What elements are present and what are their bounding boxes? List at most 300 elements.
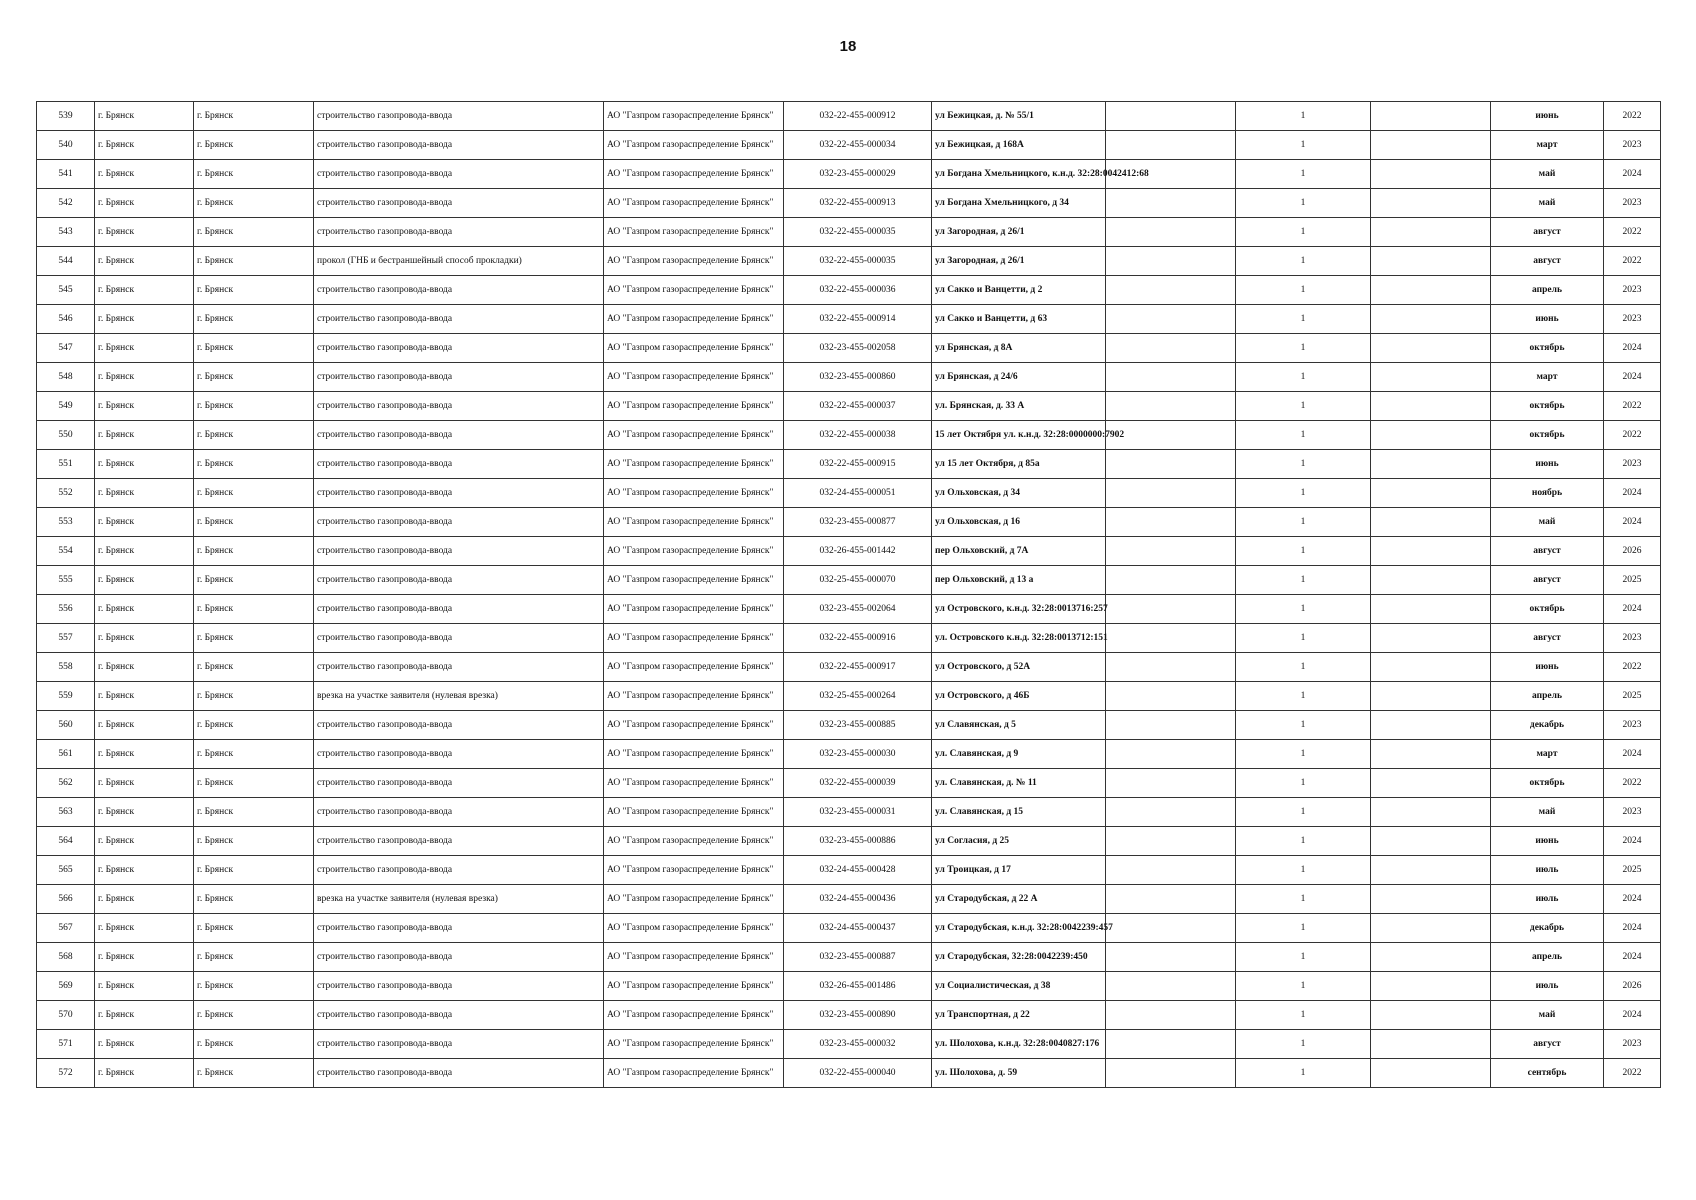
locality-cell: г. Брянск xyxy=(194,508,314,537)
register-body xyxy=(37,102,1661,1088)
empty-cell xyxy=(1371,1001,1491,1030)
month-cell: август xyxy=(1491,218,1604,247)
year-cell: 2024 xyxy=(1604,1001,1661,1030)
organization-cell: АО "Газпром газораспределение Брянск" xyxy=(604,769,784,798)
locality-cell: г. Брянск xyxy=(194,798,314,827)
address-cell: ул Ольховская, д 16 xyxy=(932,508,1106,537)
organization-cell: АО "Газпром газораспределение Брянск" xyxy=(604,914,784,943)
table-row xyxy=(37,189,1661,218)
empty-cell xyxy=(1106,218,1236,247)
empty-cell xyxy=(1106,1001,1236,1030)
work-type-cell: строительство газопровода-ввода xyxy=(314,769,604,798)
table-row xyxy=(37,479,1661,508)
row-number-cell: 550 xyxy=(37,421,95,450)
empty-cell xyxy=(1371,508,1491,537)
city-cell: г. Брянск xyxy=(95,392,194,421)
organization-cell: АО "Газпром газораспределение Брянск" xyxy=(604,160,784,189)
month-cell: октябрь xyxy=(1491,334,1604,363)
city-cell: г. Брянск xyxy=(95,1059,194,1088)
registration-code-cell: 032-22-455-000039 xyxy=(784,769,932,798)
locality-cell: г. Брянск xyxy=(194,305,314,334)
empty-cell xyxy=(1106,392,1236,421)
locality-cell: г. Брянск xyxy=(194,276,314,305)
address-cell: ул Бежицкая, д. № 55/1 xyxy=(932,102,1106,131)
table-row xyxy=(37,914,1661,943)
work-type-cell: строительство газопровода-ввода xyxy=(314,276,604,305)
month-cell: июнь xyxy=(1491,827,1604,856)
city-cell: г. Брянск xyxy=(95,566,194,595)
row-number-cell: 539 xyxy=(37,102,95,131)
month-cell: март xyxy=(1491,740,1604,769)
month-cell: август xyxy=(1491,1030,1604,1059)
table-row xyxy=(37,653,1661,682)
month-cell: апрель xyxy=(1491,943,1604,972)
work-type-cell: строительство газопровода-ввода xyxy=(314,1030,604,1059)
city-cell: г. Брянск xyxy=(95,160,194,189)
quantity-cell: 1 xyxy=(1236,653,1371,682)
city-cell: г. Брянск xyxy=(95,247,194,276)
city-cell: г. Брянск xyxy=(95,479,194,508)
month-cell: май xyxy=(1491,1001,1604,1030)
registration-code-cell: 032-24-455-000051 xyxy=(784,479,932,508)
year-cell: 2023 xyxy=(1604,1030,1661,1059)
year-cell: 2022 xyxy=(1604,102,1661,131)
city-cell: г. Брянск xyxy=(95,450,194,479)
year-cell: 2022 xyxy=(1604,421,1661,450)
address-cell: пер Ольховский, д 13 а xyxy=(932,566,1106,595)
empty-cell xyxy=(1371,1059,1491,1088)
quantity-cell: 1 xyxy=(1236,595,1371,624)
city-cell: г. Брянск xyxy=(95,624,194,653)
quantity-cell: 1 xyxy=(1236,276,1371,305)
quantity-cell: 1 xyxy=(1236,189,1371,218)
row-number-cell: 571 xyxy=(37,1030,95,1059)
address-cell: ул. Славянская, д 15 xyxy=(932,798,1106,827)
row-number-cell: 545 xyxy=(37,276,95,305)
empty-cell xyxy=(1371,914,1491,943)
city-cell: г. Брянск xyxy=(95,827,194,856)
row-number-cell: 559 xyxy=(37,682,95,711)
empty-cell xyxy=(1371,972,1491,1001)
empty-cell xyxy=(1106,334,1236,363)
organization-cell: АО "Газпром газораспределение Брянск" xyxy=(604,218,784,247)
organization-cell: АО "Газпром газораспределение Брянск" xyxy=(604,276,784,305)
row-number-cell: 572 xyxy=(37,1059,95,1088)
work-type-cell: строительство газопровода-ввода xyxy=(314,972,604,1001)
address-cell: ул Славянская, д 5 xyxy=(932,711,1106,740)
row-number-cell: 540 xyxy=(37,131,95,160)
empty-cell xyxy=(1371,1030,1491,1059)
organization-cell: АО "Газпром газораспределение Брянск" xyxy=(604,479,784,508)
empty-cell xyxy=(1106,595,1236,624)
empty-cell xyxy=(1106,450,1236,479)
quantity-cell: 1 xyxy=(1236,305,1371,334)
empty-cell xyxy=(1371,305,1491,334)
table-row xyxy=(37,537,1661,566)
row-number-cell: 549 xyxy=(37,392,95,421)
row-number-cell: 557 xyxy=(37,624,95,653)
address-cell: 15 лет Октября ул. к.н.д. 32:28:0000000:7902 xyxy=(932,421,1106,450)
work-type-cell: прокол (ГНБ и бестраншейный способ прокладки) xyxy=(314,247,604,276)
registration-code-cell: 032-24-455-000428 xyxy=(784,856,932,885)
table-row xyxy=(37,247,1661,276)
organization-cell: АО "Газпром газораспределение Брянск" xyxy=(604,508,784,537)
month-cell: декабрь xyxy=(1491,711,1604,740)
registration-code-cell: 032-22-455-000912 xyxy=(784,102,932,131)
table-row xyxy=(37,856,1661,885)
empty-cell xyxy=(1106,1059,1236,1088)
row-number-cell: 552 xyxy=(37,479,95,508)
year-cell: 2024 xyxy=(1604,914,1661,943)
row-number-cell: 541 xyxy=(37,160,95,189)
city-cell: г. Брянск xyxy=(95,334,194,363)
month-cell: июнь xyxy=(1491,102,1604,131)
organization-cell: АО "Газпром газораспределение Брянск" xyxy=(604,392,784,421)
city-cell: г. Брянск xyxy=(95,1030,194,1059)
work-type-cell: строительство газопровода-ввода xyxy=(314,160,604,189)
year-cell: 2022 xyxy=(1604,653,1661,682)
month-cell: август xyxy=(1491,624,1604,653)
empty-cell xyxy=(1106,624,1236,653)
registration-code-cell: 032-23-455-000890 xyxy=(784,1001,932,1030)
quantity-cell: 1 xyxy=(1236,218,1371,247)
row-number-cell: 568 xyxy=(37,943,95,972)
work-type-cell: строительство газопровода-ввода xyxy=(314,218,604,247)
empty-cell xyxy=(1371,450,1491,479)
address-cell: ул. Островского к.н.д. 32:28:0013712:151 xyxy=(932,624,1106,653)
empty-cell xyxy=(1106,914,1236,943)
month-cell: ноябрь xyxy=(1491,479,1604,508)
table-row xyxy=(37,769,1661,798)
locality-cell: г. Брянск xyxy=(194,537,314,566)
row-number-cell: 563 xyxy=(37,798,95,827)
locality-cell: г. Брянск xyxy=(194,885,314,914)
organization-cell: АО "Газпром газораспределение Брянск" xyxy=(604,363,784,392)
city-cell: г. Брянск xyxy=(95,102,194,131)
empty-cell xyxy=(1106,276,1236,305)
locality-cell: г. Брянск xyxy=(194,1059,314,1088)
year-cell: 2024 xyxy=(1604,334,1661,363)
table-row xyxy=(37,943,1661,972)
organization-cell: АО "Газпром газораспределение Брянск" xyxy=(604,624,784,653)
year-cell: 2025 xyxy=(1604,682,1661,711)
table-row xyxy=(37,450,1661,479)
work-type-cell: строительство газопровода-ввода xyxy=(314,450,604,479)
locality-cell: г. Брянск xyxy=(194,1030,314,1059)
work-type-cell: строительство газопровода-ввода xyxy=(314,1059,604,1088)
address-cell: ул Богдана Хмельницкого, д 34 xyxy=(932,189,1106,218)
month-cell: октябрь xyxy=(1491,421,1604,450)
city-cell: г. Брянск xyxy=(95,508,194,537)
row-number-cell: 543 xyxy=(37,218,95,247)
address-cell: ул Сакко и Ванцетти, д 63 xyxy=(932,305,1106,334)
organization-cell: АО "Газпром газораспределение Брянск" xyxy=(604,1001,784,1030)
registration-code-cell: 032-23-455-000887 xyxy=(784,943,932,972)
table-row xyxy=(37,421,1661,450)
empty-cell xyxy=(1106,566,1236,595)
locality-cell: г. Брянск xyxy=(194,624,314,653)
year-cell: 2024 xyxy=(1604,740,1661,769)
quantity-cell: 1 xyxy=(1236,1059,1371,1088)
address-cell: ул. Шолохова, к.н.д. 32:28:0040827:176 xyxy=(932,1030,1106,1059)
quantity-cell: 1 xyxy=(1236,711,1371,740)
table-row xyxy=(37,131,1661,160)
empty-cell xyxy=(1371,276,1491,305)
work-type-cell: строительство газопровода-ввода xyxy=(314,595,604,624)
locality-cell: г. Брянск xyxy=(194,421,314,450)
address-cell: ул Транспортная, д 22 xyxy=(932,1001,1106,1030)
quantity-cell: 1 xyxy=(1236,450,1371,479)
registration-code-cell: 032-26-455-001486 xyxy=(784,972,932,1001)
work-type-cell: строительство газопровода-ввода xyxy=(314,189,604,218)
registration-code-cell: 032-23-455-000886 xyxy=(784,827,932,856)
month-cell: апрель xyxy=(1491,682,1604,711)
organization-cell: АО "Газпром газораспределение Брянск" xyxy=(604,856,784,885)
empty-cell xyxy=(1371,479,1491,508)
year-cell: 2024 xyxy=(1604,827,1661,856)
empty-cell xyxy=(1371,537,1491,566)
row-number-cell: 548 xyxy=(37,363,95,392)
registration-code-cell: 032-22-455-000036 xyxy=(784,276,932,305)
locality-cell: г. Брянск xyxy=(194,160,314,189)
year-cell: 2022 xyxy=(1604,769,1661,798)
year-cell: 2024 xyxy=(1604,885,1661,914)
empty-cell xyxy=(1106,972,1236,1001)
work-type-cell: строительство газопровода-ввода xyxy=(314,305,604,334)
locality-cell: г. Брянск xyxy=(194,334,314,363)
address-cell: ул Брянская, д 8А xyxy=(932,334,1106,363)
quantity-cell: 1 xyxy=(1236,566,1371,595)
row-number-cell: 561 xyxy=(37,740,95,769)
row-number-cell: 554 xyxy=(37,537,95,566)
month-cell: август xyxy=(1491,247,1604,276)
empty-cell xyxy=(1106,247,1236,276)
month-cell: май xyxy=(1491,508,1604,537)
empty-cell xyxy=(1371,247,1491,276)
year-cell: 2023 xyxy=(1604,276,1661,305)
city-cell: г. Брянск xyxy=(95,943,194,972)
empty-cell xyxy=(1106,682,1236,711)
month-cell: июль xyxy=(1491,856,1604,885)
month-cell: октябрь xyxy=(1491,595,1604,624)
year-cell: 2022 xyxy=(1604,1059,1661,1088)
table-row xyxy=(37,334,1661,363)
empty-cell xyxy=(1371,682,1491,711)
table-row xyxy=(37,885,1661,914)
address-cell: ул Стародубская, д 22 А xyxy=(932,885,1106,914)
organization-cell: АО "Газпром газораспределение Брянск" xyxy=(604,798,784,827)
quantity-cell: 1 xyxy=(1236,537,1371,566)
address-cell: ул Бежицкая, д 168А xyxy=(932,131,1106,160)
empty-cell xyxy=(1371,392,1491,421)
quantity-cell: 1 xyxy=(1236,392,1371,421)
year-cell: 2024 xyxy=(1604,160,1661,189)
row-number-cell: 565 xyxy=(37,856,95,885)
empty-cell xyxy=(1371,595,1491,624)
work-type-cell: строительство газопровода-ввода xyxy=(314,827,604,856)
work-type-cell: строительство газопровода-ввода xyxy=(314,102,604,131)
address-cell: ул Троицкая, д 17 xyxy=(932,856,1106,885)
year-cell: 2023 xyxy=(1604,131,1661,160)
empty-cell xyxy=(1371,421,1491,450)
quantity-cell: 1 xyxy=(1236,131,1371,160)
work-type-cell: строительство газопровода-ввода xyxy=(314,914,604,943)
quantity-cell: 1 xyxy=(1236,1030,1371,1059)
work-type-cell: строительство газопровода-ввода xyxy=(314,363,604,392)
quantity-cell: 1 xyxy=(1236,943,1371,972)
empty-cell xyxy=(1371,131,1491,160)
month-cell: март xyxy=(1491,131,1604,160)
year-cell: 2022 xyxy=(1604,218,1661,247)
row-number-cell: 555 xyxy=(37,566,95,595)
city-cell: г. Брянск xyxy=(95,653,194,682)
table-row xyxy=(37,218,1661,247)
registration-code-cell: 032-23-455-002064 xyxy=(784,595,932,624)
table-row xyxy=(37,682,1661,711)
organization-cell: АО "Газпром газораспределение Брянск" xyxy=(604,334,784,363)
empty-cell xyxy=(1106,653,1236,682)
address-cell: ул Загородная, д 26/1 xyxy=(932,247,1106,276)
empty-cell xyxy=(1106,421,1236,450)
empty-cell xyxy=(1371,827,1491,856)
registration-code-cell: 032-22-455-000040 xyxy=(784,1059,932,1088)
locality-cell: г. Брянск xyxy=(194,740,314,769)
empty-cell xyxy=(1106,305,1236,334)
table-row xyxy=(37,740,1661,769)
work-type-cell: строительство газопровода-ввода xyxy=(314,798,604,827)
registration-code-cell: 032-23-455-002058 xyxy=(784,334,932,363)
work-type-cell: строительство газопровода-ввода xyxy=(314,479,604,508)
empty-cell xyxy=(1371,189,1491,218)
city-cell: г. Брянск xyxy=(95,595,194,624)
table-row xyxy=(37,1001,1661,1030)
quantity-cell: 1 xyxy=(1236,479,1371,508)
year-cell: 2026 xyxy=(1604,537,1661,566)
quantity-cell: 1 xyxy=(1236,769,1371,798)
locality-cell: г. Брянск xyxy=(194,392,314,421)
month-cell: май xyxy=(1491,798,1604,827)
city-cell: г. Брянск xyxy=(95,276,194,305)
work-type-cell: строительство газопровода-ввода xyxy=(314,711,604,740)
city-cell: г. Брянск xyxy=(95,914,194,943)
locality-cell: г. Брянск xyxy=(194,363,314,392)
year-cell: 2025 xyxy=(1604,566,1661,595)
row-number-cell: 566 xyxy=(37,885,95,914)
organization-cell: АО "Газпром газораспределение Брянск" xyxy=(604,943,784,972)
empty-cell xyxy=(1371,711,1491,740)
locality-cell: г. Брянск xyxy=(194,943,314,972)
locality-cell: г. Брянск xyxy=(194,479,314,508)
empty-cell xyxy=(1106,769,1236,798)
registration-code-cell: 032-22-455-000035 xyxy=(784,218,932,247)
city-cell: г. Брянск xyxy=(95,972,194,1001)
registration-code-cell: 032-23-455-000877 xyxy=(784,508,932,537)
empty-cell xyxy=(1371,769,1491,798)
empty-cell xyxy=(1371,624,1491,653)
registration-code-cell: 032-26-455-001442 xyxy=(784,537,932,566)
table-row xyxy=(37,363,1661,392)
quantity-cell: 1 xyxy=(1236,160,1371,189)
quantity-cell: 1 xyxy=(1236,885,1371,914)
city-cell: г. Брянск xyxy=(95,305,194,334)
month-cell: июнь xyxy=(1491,305,1604,334)
address-cell: ул. Славянская, д 9 xyxy=(932,740,1106,769)
organization-cell: АО "Газпром газораспределение Брянск" xyxy=(604,189,784,218)
address-cell: ул Островского, д 46Б xyxy=(932,682,1106,711)
quantity-cell: 1 xyxy=(1236,827,1371,856)
work-type-cell: строительство газопровода-ввода xyxy=(314,131,604,160)
city-cell: г. Брянск xyxy=(95,421,194,450)
row-number-cell: 558 xyxy=(37,653,95,682)
empty-cell xyxy=(1106,798,1236,827)
quantity-cell: 1 xyxy=(1236,334,1371,363)
month-cell: сентябрь xyxy=(1491,1059,1604,1088)
month-cell: июль xyxy=(1491,972,1604,1001)
organization-cell: АО "Газпром газораспределение Брянск" xyxy=(604,450,784,479)
organization-cell: АО "Газпром газораспределение Брянск" xyxy=(604,421,784,450)
address-cell: ул Островского, к.н.д. 32:28:0013716:257 xyxy=(932,595,1106,624)
quantity-cell: 1 xyxy=(1236,1001,1371,1030)
table-row xyxy=(37,102,1661,131)
quantity-cell: 1 xyxy=(1236,798,1371,827)
city-cell: г. Брянск xyxy=(95,798,194,827)
empty-cell xyxy=(1371,102,1491,131)
registration-code-cell: 032-23-455-000029 xyxy=(784,160,932,189)
row-number-cell: 567 xyxy=(37,914,95,943)
address-cell: ул. Брянская, д. 33 А xyxy=(932,392,1106,421)
table-row xyxy=(37,276,1661,305)
quantity-cell: 1 xyxy=(1236,247,1371,276)
registration-code-cell: 032-23-455-000030 xyxy=(784,740,932,769)
address-cell: пер Ольховский, д 7А xyxy=(932,537,1106,566)
address-cell: ул Стародубская, 32:28:0042239:450 xyxy=(932,943,1106,972)
row-number-cell: 564 xyxy=(37,827,95,856)
address-cell: ул. Славянская, д. № 11 xyxy=(932,769,1106,798)
year-cell: 2024 xyxy=(1604,595,1661,624)
registration-code-cell: 032-23-455-000860 xyxy=(784,363,932,392)
address-cell: ул Сакко и Ванцетти, д 2 xyxy=(932,276,1106,305)
locality-cell: г. Брянск xyxy=(194,972,314,1001)
registration-code-cell: 032-22-455-000034 xyxy=(784,131,932,160)
table-row xyxy=(37,798,1661,827)
year-cell: 2024 xyxy=(1604,943,1661,972)
work-type-cell: строительство газопровода-ввода xyxy=(314,653,604,682)
registration-code-cell: 032-24-455-000437 xyxy=(784,914,932,943)
address-cell: ул Брянская, д 24/6 xyxy=(932,363,1106,392)
registration-code-cell: 032-25-455-000264 xyxy=(784,682,932,711)
empty-cell xyxy=(1106,102,1236,131)
row-number-cell: 542 xyxy=(37,189,95,218)
organization-cell: АО "Газпром газораспределение Брянск" xyxy=(604,885,784,914)
address-cell: ул Ольховская, д 34 xyxy=(932,479,1106,508)
registration-code-cell: 032-25-455-000070 xyxy=(784,566,932,595)
locality-cell: г. Брянск xyxy=(194,595,314,624)
quantity-cell: 1 xyxy=(1236,682,1371,711)
locality-cell: г. Брянск xyxy=(194,247,314,276)
empty-cell xyxy=(1371,334,1491,363)
address-cell: ул Стародубская, к.н.д. 32:28:0042239:457 xyxy=(932,914,1106,943)
table-row xyxy=(37,624,1661,653)
organization-cell: АО "Газпром газораспределение Брянск" xyxy=(604,102,784,131)
organization-cell: АО "Газпром газораспределение Брянск" xyxy=(604,972,784,1001)
empty-cell xyxy=(1106,189,1236,218)
locality-cell: г. Брянск xyxy=(194,189,314,218)
year-cell: 2024 xyxy=(1604,479,1661,508)
work-type-cell: врезка на участке заявителя (нулевая врезка) xyxy=(314,885,604,914)
table-row xyxy=(37,711,1661,740)
organization-cell: АО "Газпром газораспределение Брянск" xyxy=(604,305,784,334)
year-cell: 2023 xyxy=(1604,305,1661,334)
